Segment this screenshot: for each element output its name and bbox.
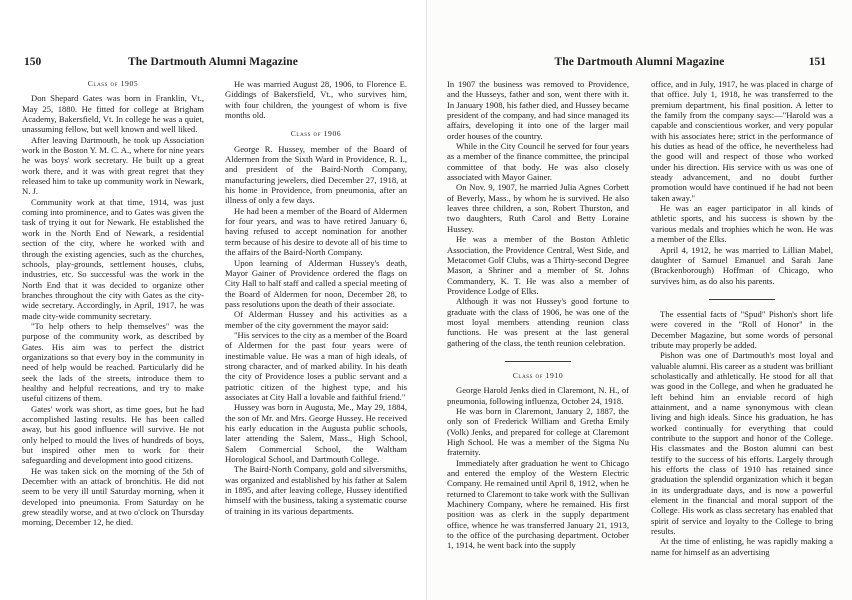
paragraph: Immediately after graduation he went to Chicago and entered the employ of the Western Electric Company. He remained until April 8, 1912, when he returned to Claremont to take work with the Sullivan Machinery Company, where he remained. His first position was as clerk in the supply department office, whence he was transferred January 21, 1913, to the office of the purchasing department. October 1, 1914, he went back into the supply: [447, 457, 629, 551]
paragraph: While in the City Council he served for four years as a member of the finance committee, the principal committee of that body. He was also closely associated with Mayor Gainer.: [447, 141, 629, 183]
paragraph: George Harold Jenks died in Claremont, N. H., of pneumonia, following influenza, October 24, 1918.: [447, 385, 629, 406]
paragraph: After leaving Dartmouth, he took up Association work in the Boston Y. M. C. A., where for nine years he was boys' work secretary. He built up a great work there, and it was with great regret that they released him to take up community work in Newark, N. J.: [22, 134, 204, 197]
spacer: [225, 120, 407, 123]
class-heading: Class of 1906: [290, 129, 342, 139]
paragraph: The essential facts of "Spud" Pishon's short life were covered in the "Roll of Honor" in the December Magazine, but some words of personal tribute may properly be added.: [651, 308, 833, 350]
running-title: The Dartmouth Alumni Magazine: [554, 56, 725, 68]
text-column-4: [651, 79, 833, 557]
paragraph: Upon learning of Alderman Hussey's death, Mayor Gainer of Providence ordered the flags on City Hall to half staff and called a special meeting of the Board of Aldermen for noon, December 28, to pass resolutions upon the death of their associate.: [225, 257, 407, 309]
paragraph: The Baird-North Company, gold and silversmiths, was organized and established by his father at Salem in 1895, and after leaving college, Hussey identified himself with the business, taking a systematic course of training in its various departments.: [225, 464, 407, 516]
paragraph: Although it was not Hussey's good fortune to graduate with the class of 1906, he was one of the most loyal members attending reunion class functions. He was present at the last general gathering of the class, the tenth reunion celebration.: [447, 296, 629, 348]
right-page: [426, 0, 852, 600]
paragraph: He was born in Claremont, January 2, 1887, the only son of Frederick William and Gretha Emily (Volk) Jenks, and prepared for college at Claremont High School. He was a member of the Sigma Nu fraternity.: [447, 405, 629, 458]
paragraph: On Nov. 9, 1907, he married Julia Agnes Corbett of Beverly, Mass., by whom he is survived. He also leaves three children, a son, Robert Thurston, and two daughters, Ruth Carol and Betty Loraine Hussey.: [447, 182, 629, 234]
right-page-header: [427, 56, 852, 70]
paragraph: He was an eager participator in all kinds of athletic sports, and his success is shown by the various medals and trophies which he won. He was a member of the Elks.: [651, 203, 833, 245]
paragraph: Don Shepard Gates was born in Franklin, Vt., May 25, 1880. He fitted for college at Brigham Academy, Bakersfield, Vt. In college he was a quiet, unassuming fellow, but well known and well liked.: [22, 93, 204, 135]
left-page-header: [0, 56, 426, 70]
quotation: "His services to the city as a member of the Board of Aldermen for the past four years were of inestimable value. He was a man of high ideals, of strong character, and of marked ability. In his death the city of Providence loses a public servant and a patriotic citizen of the highest type, and his associates at City Hall a lovable and faithful friend.": [225, 329, 407, 402]
paragraph: April 4, 1912, he was married to Lillian Mabel, daughter of Samuel Emanuel and Sarah Jane (Brackenborough) Hoffman of Chicago, who survives him, as do also his parents.: [651, 244, 833, 286]
paragraph: He was married August 28, 1906, to Florence E. Giddings of Bakersfield, Vt., who survives him, with four children, the youngest of whom is five months old.: [225, 79, 407, 121]
page-number: 150: [24, 56, 42, 68]
paragraph: Community work at that time, 1914, was just coming into prominence, and to Gates was given the task of trying it out for Newark. He established the work in the North End of Newark, a residential section of the city, where he worked with and through the existing agencies, such as the churches, schools, play-grounds, settlement houses, clubs, industries, etc. So successful was the work in the North End that it was decided to organize other branches throughout the city with Gates as the city-wide secretary. Accordingly, in April, 1917, he was made city-wide community secretary.: [22, 196, 204, 321]
text-column-2: [225, 79, 407, 516]
paragraph: Pishon was one of Dartmouth's most loyal and valuable alumni. His career as a student was brilliant scholastically and athletically. He stood for all that was good in the College, and when he graduated he left behind him an enviable record of high attainment, and a name synonymous with clean living and high ideals. Since his graduation, he has worked continually for everything that could contribute to the support and honor of the College. His classmates and the Boston alumni can best testify to the success of his efforts. Largely through his efforts the class of 1910 has retained since graduation the splendid organization which it began in its undergraduate days, and is now a powerful element in the financial and moral support of the College. His work as class secretary has enabled that spirit of service and loyalty to the College to bring results.: [651, 350, 833, 537]
text-column-3: [447, 79, 629, 551]
paragraph: At the time of enlisting, he was rapidly making a name for himself as an advertising: [651, 536, 833, 557]
paragraph: Hussey was born in Augusta, Me., May 29, 1884, the son of Mr. and Mrs. George Hussey. He received his early education in the Augusta public schools, later attending the Salem, Mass., High School, Salem Commercial School, the Waltham Horological School, and Dartmouth College.: [225, 402, 407, 465]
paragraph: He had been a member of the Board of Aldermen for four years, and was to have retired January 6, having refused to accept nomination for another term because of his desire to devote all of his time to the affairs of the Baird-North Company.: [225, 205, 407, 258]
paragraph: "To help others to help themselves" was the purpose of the community work, as described by Gates. His aim was to perfect the district organizations so that every boy in the community in need of help would be reached. Particularly did he seek the lads of the streets, introduce them to healthy and helpful recreations, and try to make useful citizens of them.: [22, 320, 204, 404]
page-number: 151: [808, 56, 826, 68]
paragraph: George R. Hussey, member of the Board of Aldermen from the Sixth Ward in Providence, R. I., and president of the Baird-North Company, manufacturing jewelers, died December 27, 1918, at his home in Providence, from pneumonia, after an illness of only a few days.: [225, 143, 407, 206]
paragraph: Of Alderman Hussey and his activities as a member of the city government the mayor said:: [225, 309, 407, 330]
section-divider: [505, 361, 571, 362]
class-heading: Class of 1910: [512, 370, 564, 380]
paragraph: office, and in July, 1917, he was placed in charge of that office. July 1, 1918, he was transferred to the premium department, his final position. A letter to the family from the company says:—"Harold was a capable and conscientious worker, and very popular with his associates here; strict in the performance of his duties as head of the office, he nevertheless had the good will and respect of those who worked under his direction. His service with us was one of steady advancement, and no doubt further promotion would have continued if he had not been taken away.": [651, 79, 833, 203]
paragraph: In 1907 the business was removed to Providence, and the Husseys, father and son, went there with it. In January 1908, his father died, and Hussey became president of the company, and had since managed its affairs, developing it into one of the larger mail order houses of the country.: [447, 79, 629, 141]
section-divider: [709, 299, 775, 300]
paragraph: He was taken sick on the morning of the 5th of December with an attack of bronchitis. He did not seem to be very ill until Saturday morning, when it developed into pneumonia. From Saturday on he grew steadily worse, and at two o'clock on Thursday morning, December 12, he died.: [22, 465, 204, 528]
text-column-1: [22, 79, 204, 528]
paragraph: He was a member of the Boston Athletic Association, the Providence Central, West Side, and Metacomet Golf Clubs, was a Thirty-second Degree Mason, a Shriner and a member of St. Johns Commandery, K. T. He was also a member of Providence Lodge of Elks.: [447, 234, 629, 296]
running-title: The Dartmouth Alumni Magazine: [128, 56, 298, 68]
class-heading: Class of 1905: [87, 79, 139, 88]
paragraph: Gates' work was short, as time goes, but he had accomplished lasting results. He has been called away, but his good influence will survive. He not only helped to mould the lives of hundreds of boys, but inspired other men to work for their safeguarding and development into good citizens.: [22, 403, 204, 466]
